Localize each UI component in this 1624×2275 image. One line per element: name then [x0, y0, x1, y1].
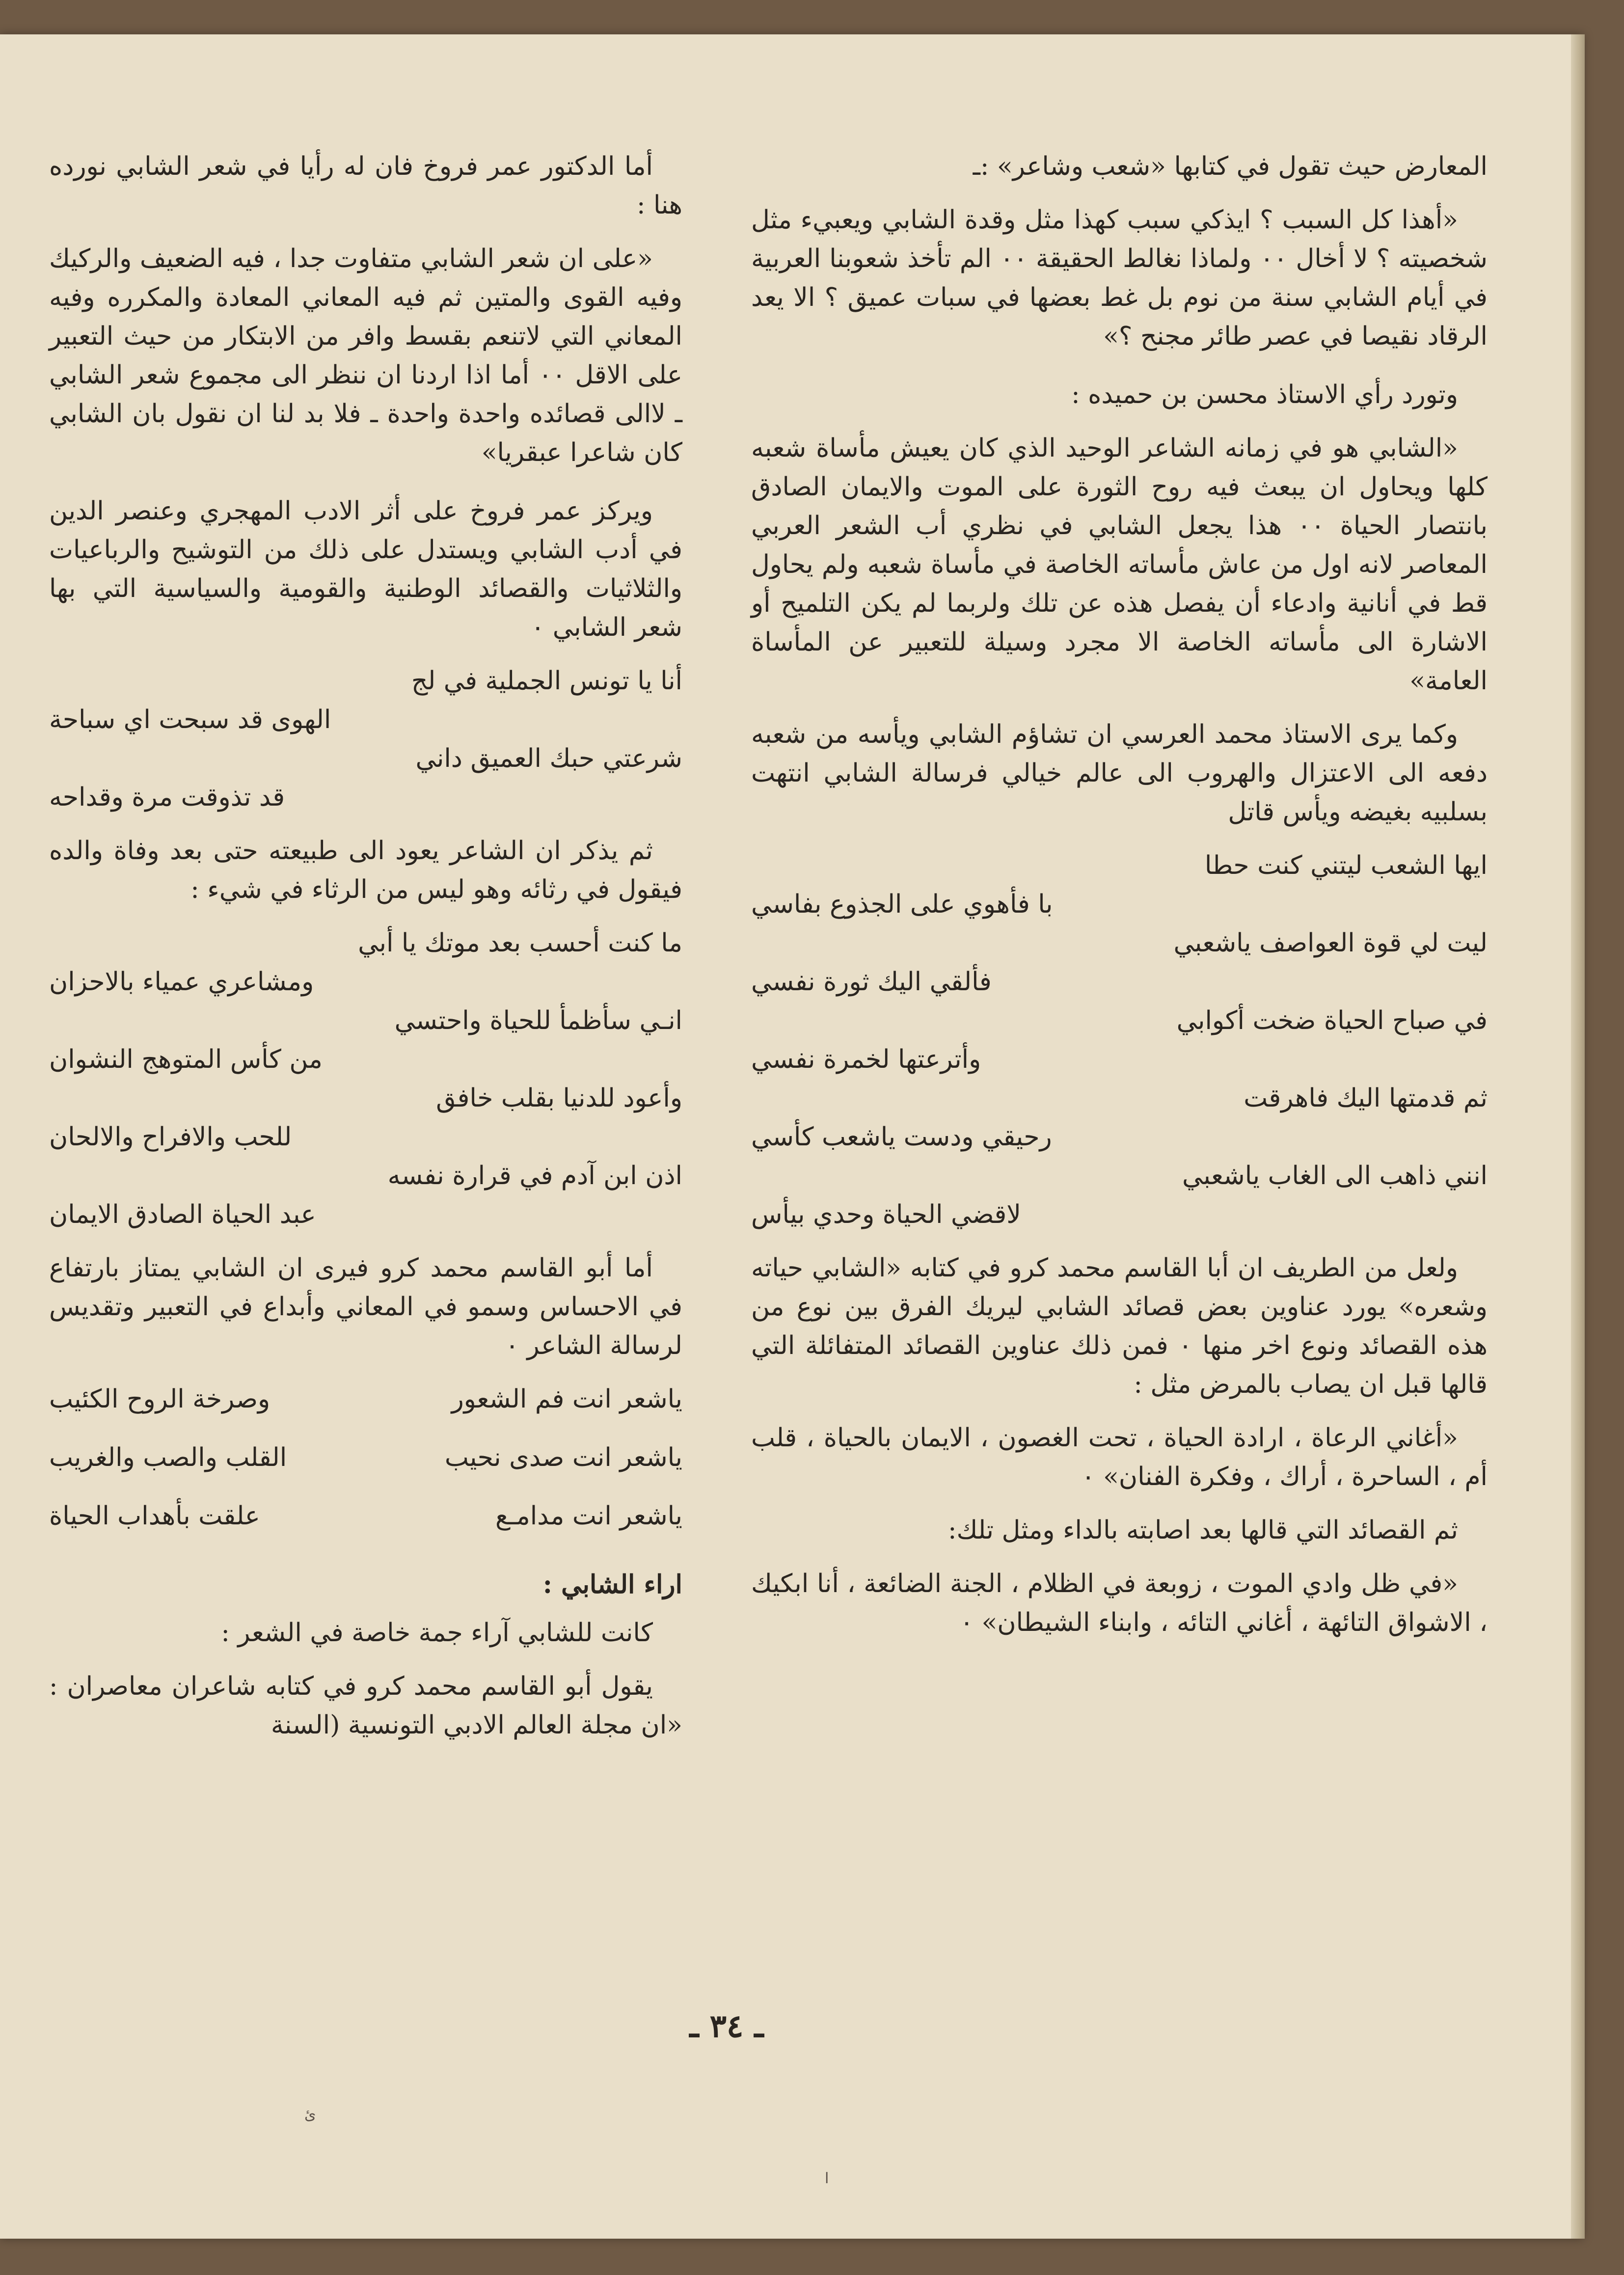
verse-line: ايها الشعب ليتني كنت حطا [1204, 851, 1488, 880]
quote-paragraph: «على ان شعر الشابي متفاوت جدا ، فيه الضعيف والركيك وفيه القوى والمتين ثم فيه المعاني المعادة والمكرره وفيه المعاني التي لاتنعم بقسط وافر من الابتكار من حيث التعبير على الاقل ٠٠ أما اذا اردنا ان ننظر الى مجموع شعر الشابي ـ لاالى قصائده واحدة واحدة ـ فلا بد لنا ان نقول بان الشابي كان شاعرا عبقريا» [49, 244, 683, 467]
verse-line: ليت لي قوة العواصف ياشعبي [1173, 928, 1488, 958]
verse-line: وأعود للدنيا بقلب خافق [436, 1083, 682, 1113]
paragraph: يقول أبو القاسم محمد كرو في كتابه شاعران معاصران : «ان مجلة العالم الادبي التونسية (السنة [49, 1672, 682, 1740]
quote-paragraph: «الشابي هو في زمانه الشاعر الوحيد الذي كان يعيش مأساة شعبه كلها ويحاول ان يبعث فيه روح الثورة على الموت والايمان الصادق بانتصار الحياة ٠٠ هذا يجعل الشابي في نظري أب الشعر العربي المعاصر لانه اول من عاش مأساته الخاصة في مأساة شعبه ولم يحاول قط في أنانية وادعاء أن يفصل هذه عن تلك ولربما لم يكن التلميح أو الاشارة الى مأساته الخاصة الا مجرد وسيلة للتعبير عن المأساة العامة» [751, 433, 1488, 696]
paragraph: ويركز عمر فروخ على أثر الادب المهجري وعنصر الدين في أدب الشابي ويستدل على ذلك من التوشيح والرباعيات والثلاثيات والقصائد الوطنية والقومية والسياسية التي بها شعر الشابي ٠ [49, 496, 682, 642]
verse-line: قد تذوقت مرة وقداحه [49, 783, 285, 812]
verse-line: با فأهوي على الجذوع بفاسي [751, 890, 1053, 919]
verse-hemistich: ياشعر انت صدى نحيب [444, 1443, 682, 1472]
verse-line: للحب والافراح والالحان [49, 1122, 292, 1152]
verse-line: في صباح الحياة ضخت أكوابي [1176, 1006, 1488, 1035]
poem-verse-pairs [49, 1380, 682, 1536]
verse-line: من كأس المتوهج النشوان [49, 1045, 323, 1074]
verse-line: رحيقي ودست ياشعب كأسي [751, 1122, 1052, 1152]
verse-line: وأترعتها لخمرة نفسي [751, 1045, 981, 1074]
verse-hemistich: القلب والصب والغريب [49, 1443, 287, 1472]
verse-hemistich: وصرخة الروح الكئيب [49, 1384, 271, 1414]
verse-hemistich: ياشعر انت فم الشعور [451, 1384, 682, 1414]
page-edge [1571, 34, 1585, 2239]
verse-line: عبد الحياة الصادق الايمان [49, 1200, 316, 1229]
right-column [751, 147, 1488, 1657]
stray-mark: ئ [304, 2106, 316, 2123]
paragraph: أما الدكتور عمر فروخ فان له رأيا في شعر الشابي نورده هنا : [49, 152, 682, 220]
verse-hemistich: ياشعر انت مدامـع [495, 1501, 682, 1531]
paragraph: ولعل من الطريف ان أبا القاسم محمد كرو في كتابه «الشابي حياته وشعره» يورد عناوين بعض قصائد الشابي ليريك الفرق بين نوع من هذه القصائد ونوع اخر منها ٠ فمن ذلك عناوين القصائد المتفائلة التي قالها قبل ان يصاب بالمرض مثل : [751, 1253, 1488, 1399]
verse-pair [49, 1497, 682, 1536]
verse-line: الهوى قد سبحت اي سباحة [49, 705, 331, 734]
verse-line: ثم قدمتها اليك فاهرقت [1244, 1083, 1488, 1113]
quote-paragraph: «في ظل وادي الموت ، زوبعة في الظلام ، الجنة الضائعة ، أنا ابكيك ، الاشواق التائهة ، أغاني التائه ، وابناء الشيطان» ٠ [751, 1569, 1488, 1637]
verse-hemistich: علقت بأهداب الحياة [49, 1501, 260, 1531]
stray-mark: ا [825, 2170, 829, 2187]
verse-line: لاقضي الحياة وحدي بيأس [751, 1200, 1021, 1229]
page-number: ـ ٣٤ ـ [689, 2008, 764, 2045]
poem-verses [751, 846, 1488, 1234]
section-heading: اراء الشابي : [542, 1570, 682, 1599]
poem-verses [49, 924, 682, 1234]
verse-line: ما كنت أحسب بعد موتك يا أبي [358, 928, 682, 958]
quote-paragraph: «أغاني الرعاة ، ارادة الحياة ، تحت الغصون ، الايمان بالحياة ، قلب أم ، الساحرة ، أراك ، وفكرة الفنان» ٠ [751, 1423, 1488, 1491]
paragraph: ثم يذكر ان الشاعر يعود الى طبيعته حتى بعد وفاة والده فيقول في رثائه وهو ليس من الرثاء في شيء : [49, 836, 682, 904]
verse-line: ومشاعري عمياء بالاحزان [49, 967, 314, 997]
verse-line: اذن ابن آدم في قرارة نفسه [387, 1161, 682, 1191]
verse-line: فألقي اليك ثورة نفسي [751, 967, 992, 997]
paragraph: كانت للشابي آراء جمة خاصة في الشعر : [221, 1618, 653, 1648]
quote-paragraph: «أهذا كل السبب ؟ ايذكي سبب كهذا مثل وقدة الشابي ويعبيء مثل شخصيته ؟ لا أخال ٠٠ ولماذا نغالط الحقيقة ٠٠ الم تأخذ شعوبنا العربية في أيام الشابي سنة من نوم بل غط بعضها في سبات عميق ؟ الا يعد الرقاد نقيصا في عصر طائر مجنح ؟» [751, 205, 1488, 351]
paragraph: وتورد رأي الاستاذ محسن بن حميده : [1071, 380, 1458, 409]
verse-line: شرعتي حبك العميق داني [415, 744, 682, 773]
verse-line: انـي سأظمأ للحياة واحتسي [394, 1006, 682, 1035]
verse-pair [49, 1380, 682, 1419]
paragraph: ثم القصائد التي قالها بعد اصابته بالداء ومثل تلك: [947, 1516, 1458, 1545]
poem-verses [49, 662, 682, 817]
paragraph: أما أبو القاسم محمد كرو فيرى ان الشابي يمتاز بارتفاع في الاحساس وسمو في المعاني وأبداع في التعبير وتقديس لرسالة الشاعر ٠ [49, 1253, 682, 1360]
verse-line: انني ذاهب الى الغاب ياشعبي [1182, 1161, 1488, 1191]
paragraph: وكما يرى الاستاذ محمد العرسي ان تشاؤم الشابي ويأسه من شعبه دفعه الى الاعتزال والهروب الى عالم خيالي فرسالة الشابي انتهت بسلبيه بغيضه ويأس قاتل [751, 720, 1488, 827]
left-column [49, 147, 682, 1760]
verse-line: أنا يا تونس الجملية في لج [411, 666, 682, 696]
verse-pair [49, 1438, 682, 1477]
paragraph: المعارض حيث تقول في كتابها «شعب وشاعر» :ـ [973, 152, 1488, 181]
